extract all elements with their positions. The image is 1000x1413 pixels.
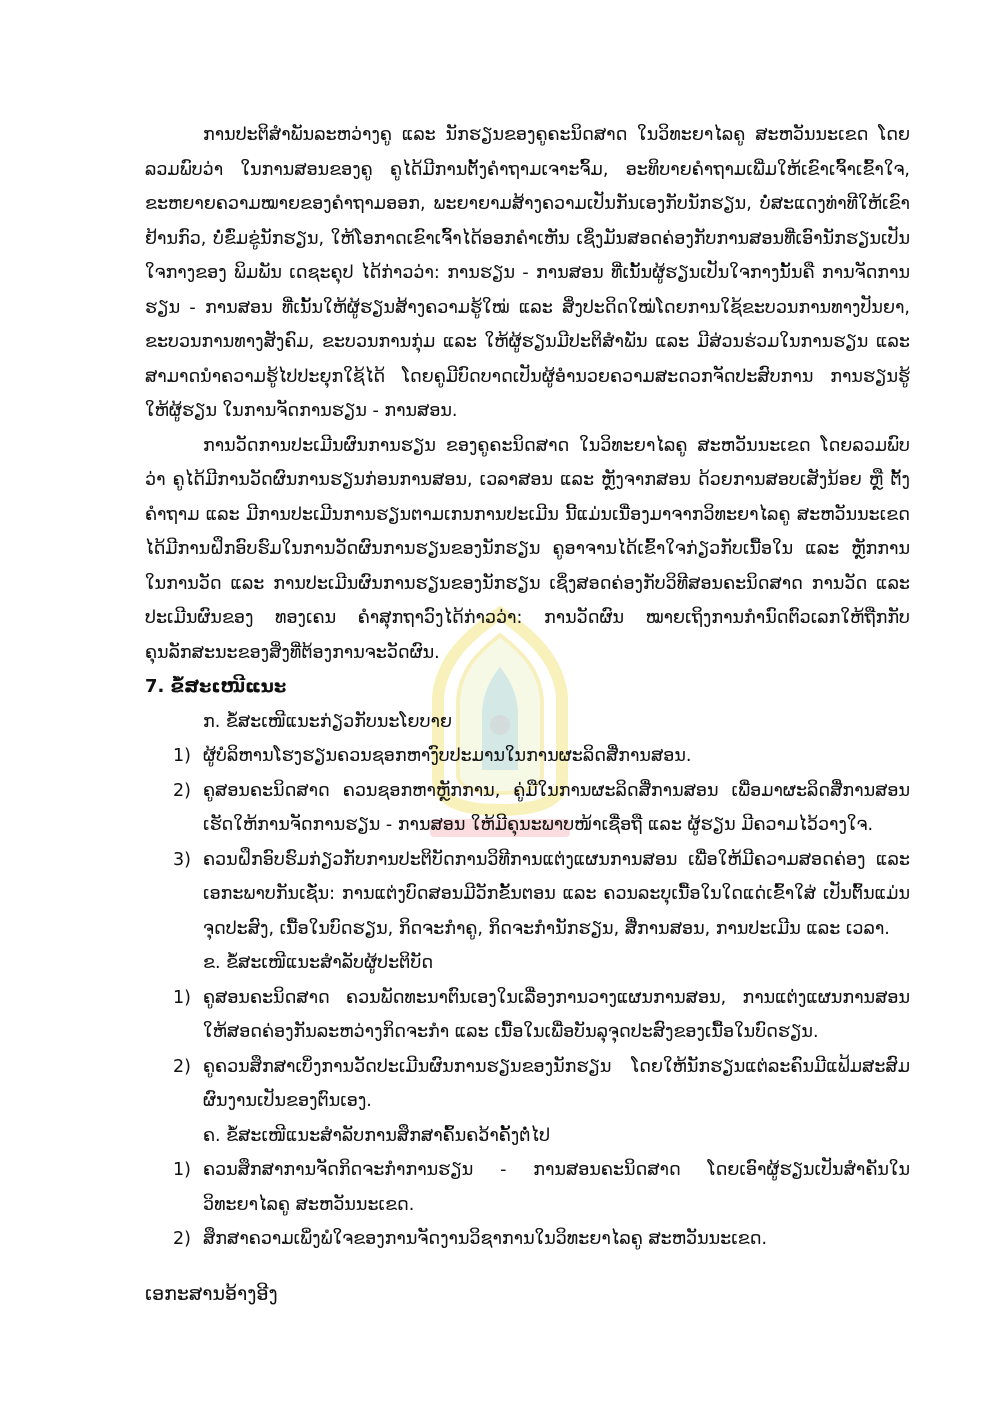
list-item xyxy=(145,1153,910,1222)
list-text: ຄວນຝຶກອົບຮົມກ່ຽວກັບການປະຕິບັດການວິທີການແຕ່ງແຜນການສອນ ເພື່ອໃຫ້ມີຄວາມສອດຄ່ອງ ແລະ ເອກະພາບກັນເຊັ່ນ: ການແຕ່ງບົດສອນມີວັກຂັ້ນຕອນ ແລະ ຄວນລະບຸເນື້ອໃນໃດແດ່ເຂົ້າໃສ່ ເປັນຕົ້ນແມ່ນ ຈຸດປະສົງ, ເນື້ອໃນບົດຮຽນ, ກິດຈະກຳຄູ, ກິດຈະກຳນັກຮຽນ, ສື່ການສອນ, ການປະເມີນ ແລະ ເວລາ. xyxy=(203,849,910,939)
list-number: 1) xyxy=(173,1160,191,1180)
list-item xyxy=(145,843,910,947)
references-heading: ເອກະສານອ້າງອີງ xyxy=(145,1282,278,1305)
list-text: ຄູຄວນສຶກສາເບິ່ງການວັດປະເມີນຜົນການຮຽນຂອງນັກຮຽນ ໂດຍໃຫ້ນັກຮຽນແຕ່ລະຄົນມີແຟ້ມສະສົມຜົນງານເປັນຂອງຕົນເອງ. xyxy=(203,1056,910,1111)
list-text: ຄູສອນຄະນິດສາດ ຄວນພັດທະນາຕົນເອງໃນເລື່ອງການວາງແຜນການສອນ, ການແຕ່ງແຜນການສອນໃຫ້ສອດຄ່ອງກັນລະຫວ່າງກິດຈະກຳ ແລະ ເນື້ອໃນເພື່ອບັນລຸຈຸດປະສົງຂອງເນື້ອໃນບົດຮຽນ. xyxy=(203,987,910,1042)
section-heading-recommendations: 7. ຂໍ້ສະເໜີແນະ xyxy=(145,676,287,697)
list-item xyxy=(145,1222,910,1257)
paragraph-interaction: ການປະຕິສຳພັນລະຫວ່າງຄູ ແລະ ນັກຮຽນຂອງຄູຄະນິດສາດ ໃນວິທະຍາໄລຄູ ສະຫວັນນະເຂດ ໂດຍລວມພົບວ່າ ໃນການສອນຂອງຄູ ຄູໄດ້ມີການຕັ້ງຄຳຖາມເຈາະຈົ້ມ, ອະທິບາຍຄຳຖາມເພີ່ມໃຫ້ເຂົາເຈົ້າເຂົ້າໃຈ, ຂະຫຍາຍຄວາມໝາຍຂອງຄຳຖາມອອກ, ພະຍາຍາມສ້າງຄວາມເປັນກັນເອງກັບນັກຮຽນ, ບໍ່ສະແດງທ່າທີໃຫ້ເຂົາຢ້ານກົວ, ບໍ່ຂົ່ມຂູ່ນັກຮຽນ, ໃຫ້ໂອກາດເຂົາເຈົ້າໄດ້ອອກຄຳເຫັນ ເຊິ່ງມັນສອດຄ່ອງກັບການສອນທີ່ເອົານັກຮຽນເປັນໃຈກາງຂອງ ພິມພັນ ເດຊະຄຸປ ໄດ້ກ່າວວ່າ: ການຮຽນ - ການສອນ ທີ່ເນັ້ນຜູ້ຮຽນເປັນໃຈກາງນັ້ນຄື ການຈັດການຮຽນ - ການສອນ ທີ່ເນັ້ນໃຫ້ຜູ້ຮຽນສ້າງຄວາມຮູ້ໃໝ່ ແລະ ສິ່ງປະດິດໃໝ່ໂດຍການໃຊ້ຂະບວນການທາງປັນຍາ, ຂະບວນການທາງສັງຄົມ, ຂະບວນການກຸ່ມ ແລະ ໃຫ້ຜູ້ຮຽນມີປະຕິສຳພັນ ແລະ ມີສ່ວນຮ່ວມໃນການຮຽນ ແລະ ສາມາດນຳຄວາມຮູ້ໄປປະຍຸກໃຊ້ໄດ້ ໂດຍຄູມີບົດບາດເປັນຜູ້ອຳນວຍຄວາມສະດວກຈັດປະສົບການ ການຮຽນຮູ້ໃຫ້ຜູ້ຮຽນ ໃນການຈັດການຮຽນ - ການສອນ. xyxy=(145,125,910,421)
list-number: 2) xyxy=(173,1229,191,1249)
list-text: ສຶກສາຄວາມເພິ່ງພໍໃຈຂອງການຈັດງານວິຊາການໃນວິທະຍາໄລຄູ ສະຫວັນນະເຂດ. xyxy=(203,1229,768,1249)
list-number: 2) xyxy=(173,780,191,801)
list-text: ຄວນສຶກສາການຈັດກິດຈະກຳການຮຽນ - ການສອນຄະນິດສາດ ໂດຍເອົາຜູ້ຮຽນເປັນສຳຄັນໃນວິທະຍາໄລຄູ ສະຫວັນນະເຂດ. xyxy=(203,1160,910,1215)
list-number: 1) xyxy=(173,746,191,766)
list-number: 2) xyxy=(173,1056,191,1077)
list-item xyxy=(145,981,910,1050)
subheading-practitioners: ຂ. ຂໍ້ສະເໜີແນະສຳລັບຜູ້ປະຕິບັດ xyxy=(203,953,434,973)
list-text: ຜູ້ບໍລິຫານໂຮງຮຽນຄວນຊອກຫາງົບປະມານໃນການຜະລິດສື່ການສອນ. xyxy=(203,746,692,766)
list-item xyxy=(145,774,910,843)
subheading-further-research: ຄ. ຂໍ້ສະເໜີແນະສຳລັບການສຶກສາຄົ້ນຄວ້າຄັ້ງຕໍ່ໄປ xyxy=(203,1125,551,1146)
list-item xyxy=(145,1050,910,1119)
list-text: ຄູສອນຄະນິດສາດ ຄວນຊອກຫາຫຼັກການ, ຄູ່ມືໃນການຜະລິດສື່ການສອນ ເພື່ອມາຜະລິດສື່ການສອນ ເຮັດໃຫ້ການຈັດການຮຽນ - ການສອນ ໃຫ້ມີຄຸນະພາບໜ້າເຊື່ອຖື ແລະ ຜູ້ຮຽນ ມີຄວາມໄວ້ວາງໃຈ. xyxy=(203,780,910,835)
list-number: 1) xyxy=(173,987,191,1008)
list-item xyxy=(145,739,910,774)
paragraph-evaluation: ການວັດການປະເມີນຜົນການຮຽນ ຂອງຄູຄະນິດສາດ ໃນວິທະຍາໄລຄູ ສະຫວັນນະເຂດ ໂດຍລວມພົບວ່າ ຄູໄດ້ມີການວັດຜົນການຮຽນກ່ອນການສອນ, ເວລາສອນ ແລະ ຫຼັງຈາກສອນ ດ້ວຍການສອບເສັງນ້ອຍ ຫຼື ຕັ້ງຄຳຖາມ ແລະ ມີການປະເມີນການຮຽນຕາມເກນການປະເມີນ ນີ້ແມ່ນເນື່ອງມາຈາກວິທະຍາໄລຄູ ສະຫວັນນະເຂດ ໄດ້ມີການຝຶກອົບຮົມໃນການວັດຜົນການຮຽນຂອງນັກຮຽນ ຄູອາຈານໄດ້ເຂົ້າໃຈກ່ຽວກັບເນື້ອໃນ ແລະ ຫຼັກການໃນການວັດ ແລະ ການປະເມີນຜົນການຮຽນຂອງນັກຮຽນ ເຊິ່ງສອດຄ່ອງກັບວິທີສອນຄະນິດສາດ ການວັດ ແລະ ປະເມີນຜົນຂອງ ທອງເຄນ ຄຳສຸກຖາວົງໄດ້ກ່າວວ່າ: ການວັດຜົນ ໝາຍເຖິງການກຳນົດຕົວເລກໃຫ້ຖືກກັບຄຸນລັກສະນະຂອງສິ່ງທີ່ຕ້ອງການຈະວັດຜົນ. xyxy=(145,435,910,663)
list-number: 3) xyxy=(173,849,191,870)
subheading-policy: ກ. ຂໍ້ສະເໜີແນະກ່ຽວກັບນະໂຍບາຍ xyxy=(203,711,452,732)
document-body xyxy=(145,118,910,1311)
